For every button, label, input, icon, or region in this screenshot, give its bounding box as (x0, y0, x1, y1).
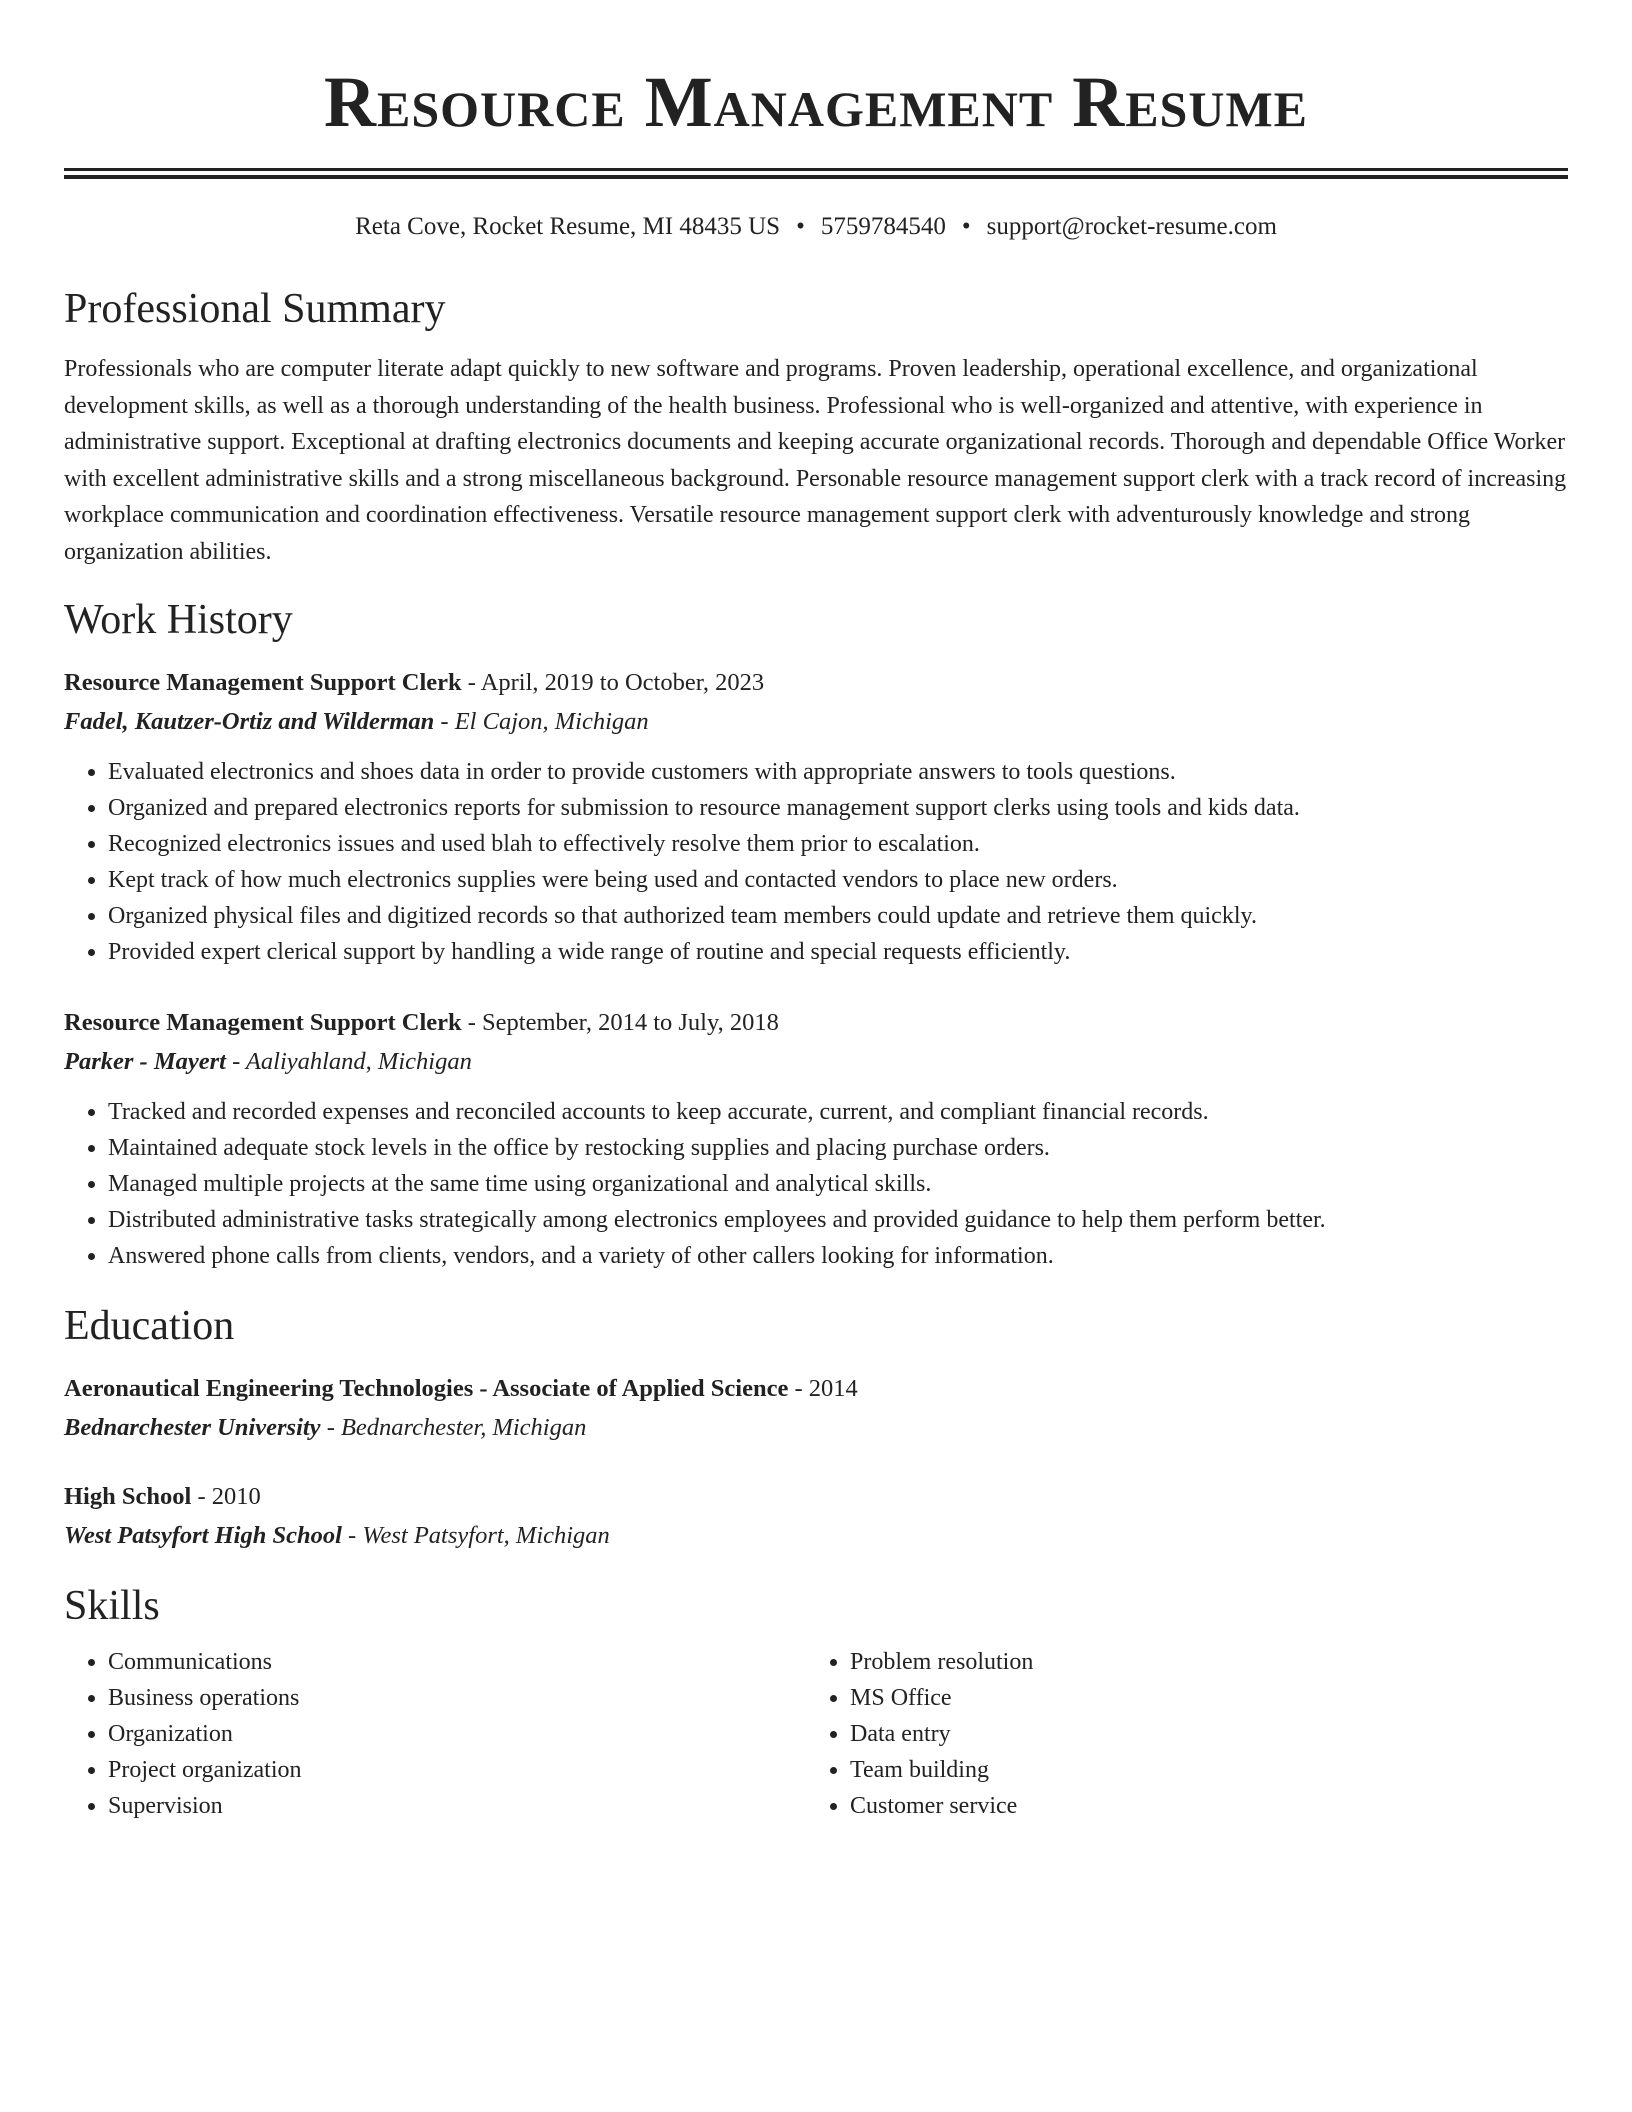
job-bullets (64, 1094, 1568, 1274)
summary-text: Professionals who are computer literate adapt quickly to new software and programs. Proven leadership, operational excellence, and organizational development skills, as well as a thorough understanding of the health business. Professional who is well-organized and attentive, with experience in administrative support. Exceptional at drafting electronics documents and keeping accurate organizational records. Thorough and dependable Office Worker with excellent administrative skills and a strong miscellaneous background. Personable resource management support clerk with a track record of increasing workplace communication and coordination effectiveness. Versatile resource management support clerk with adventurously knowledge and strong organization abilities. (64, 356, 1567, 565)
title-divider (64, 168, 1568, 179)
resume-page (64, 0, 1568, 1824)
skill-item: • Project organization (108, 1752, 806, 1788)
skill-item: • Data entry (850, 1716, 1548, 1752)
job-bullet: • Organized and prepared electronics reports for submission to resource management support clerks using tools and kids data. (108, 790, 1568, 826)
job-title-line (64, 1004, 1568, 1042)
job-title: Resource Management Support Clerk (64, 1009, 462, 1036)
skill-item: • Business operations (108, 1680, 806, 1716)
education-school-line (64, 1516, 1568, 1556)
contact-line (64, 211, 1568, 243)
skill-item: • Organization (108, 1716, 806, 1752)
skill-item: • Supervision (108, 1788, 806, 1824)
skills-heading: Skills (64, 1583, 160, 1629)
job-bullet: • Provided expert clerical support by handling a wide range of routine and special requests efficiently. (108, 934, 1568, 970)
skill-item: • Communications (108, 1644, 806, 1680)
job-title-line (64, 664, 1568, 702)
skill-item: • Problem resolution (850, 1644, 1548, 1680)
job-entry (64, 1004, 1568, 1274)
job-bullet: • Evaluated electronics and shoes data in order to provide customers with appropriate answers to tools questions. (108, 754, 1568, 790)
education-school: Bednarchester University (64, 1414, 321, 1441)
job-bullet: • Recognized electronics issues and used blah to effectively resolve them prior to escalation. (108, 826, 1568, 862)
job-bullet: • Maintained adequate stock levels in the office by restocking supplies and placing purchase orders. (108, 1130, 1568, 1166)
job-bullet: • Tracked and recorded expenses and reconciled accounts to keep accurate, current, and compliant financial records. (108, 1094, 1568, 1130)
education-school: West Patsyfort High School (64, 1522, 342, 1549)
job-company: Parker - Mayert (64, 1048, 226, 1075)
skill-item: • Customer service (850, 1788, 1548, 1824)
education-heading: Education (64, 1303, 235, 1349)
contact-email[interactable]: support@rocket-resume.com (986, 213, 1277, 240)
education-location: - West Patsyfort, Michigan (341, 1522, 610, 1549)
job-bullet: • Kept track of how much electronics supplies were being used and contacted vendors to place new orders. (108, 862, 1568, 898)
job-company: Fadel, Kautzer-Ortiz and Wilderman (64, 708, 435, 735)
contact-address: Reta Cove, Rocket Resume, MI 48435 US (355, 213, 781, 240)
job-bullets (64, 754, 1568, 970)
education-degree-line (64, 1370, 1568, 1408)
education-entry (64, 1478, 1568, 1556)
job-location: - El Cajon, Michigan (434, 708, 649, 735)
job-title: Resource Management Support Clerk (64, 669, 462, 696)
job-bullet: • Managed multiple projects at the same time using organizational and analytical skills. (108, 1166, 1568, 1202)
job-company-line (64, 702, 1568, 742)
education-degree: Aeronautical Engineering Technologies - Associate of Applied Science (64, 1375, 789, 1402)
resume-title: Resource Management Resume (323, 62, 1309, 142)
work-history-heading: Work History (64, 597, 293, 643)
skills-column-right (806, 1644, 1548, 1824)
education-degree: High School (64, 1483, 192, 1510)
contact-separator: • (796, 213, 805, 240)
summary-heading: Professional Summary (64, 286, 446, 332)
skills-column-left (64, 1644, 806, 1824)
education-year: - 2010 (191, 1483, 261, 1510)
job-bullet: • Organized physical files and digitized records so that authorized team members could update and retrieve them quickly. (108, 898, 1568, 934)
education-degree-line (64, 1478, 1568, 1516)
job-dates: - September, 2014 to July, 2018 (461, 1009, 779, 1036)
education-entry (64, 1370, 1568, 1448)
job-dates: - April, 2019 to October, 2023 (461, 669, 765, 696)
skill-item: • Team building (850, 1752, 1548, 1788)
job-location: - Aaliyahland, Michigan (225, 1048, 472, 1075)
job-bullet: • Distributed administrative tasks strategically among electronics employees and provided guidance to help them perform better. (108, 1202, 1568, 1238)
job-entry (64, 664, 1568, 970)
education-location: - Bednarchester, Michigan (320, 1414, 587, 1441)
education-year: - 2014 (788, 1375, 858, 1402)
contact-phone: 5759784540 (820, 213, 946, 240)
skills-list (64, 1644, 1568, 1824)
education-school-line (64, 1408, 1568, 1448)
job-company-line (64, 1042, 1568, 1082)
contact-separator: • (961, 213, 971, 240)
job-bullet: • Answered phone calls from clients, vendors, and a variety of other callers looking for information. (108, 1238, 1568, 1274)
skill-item: • MS Office (850, 1680, 1548, 1716)
